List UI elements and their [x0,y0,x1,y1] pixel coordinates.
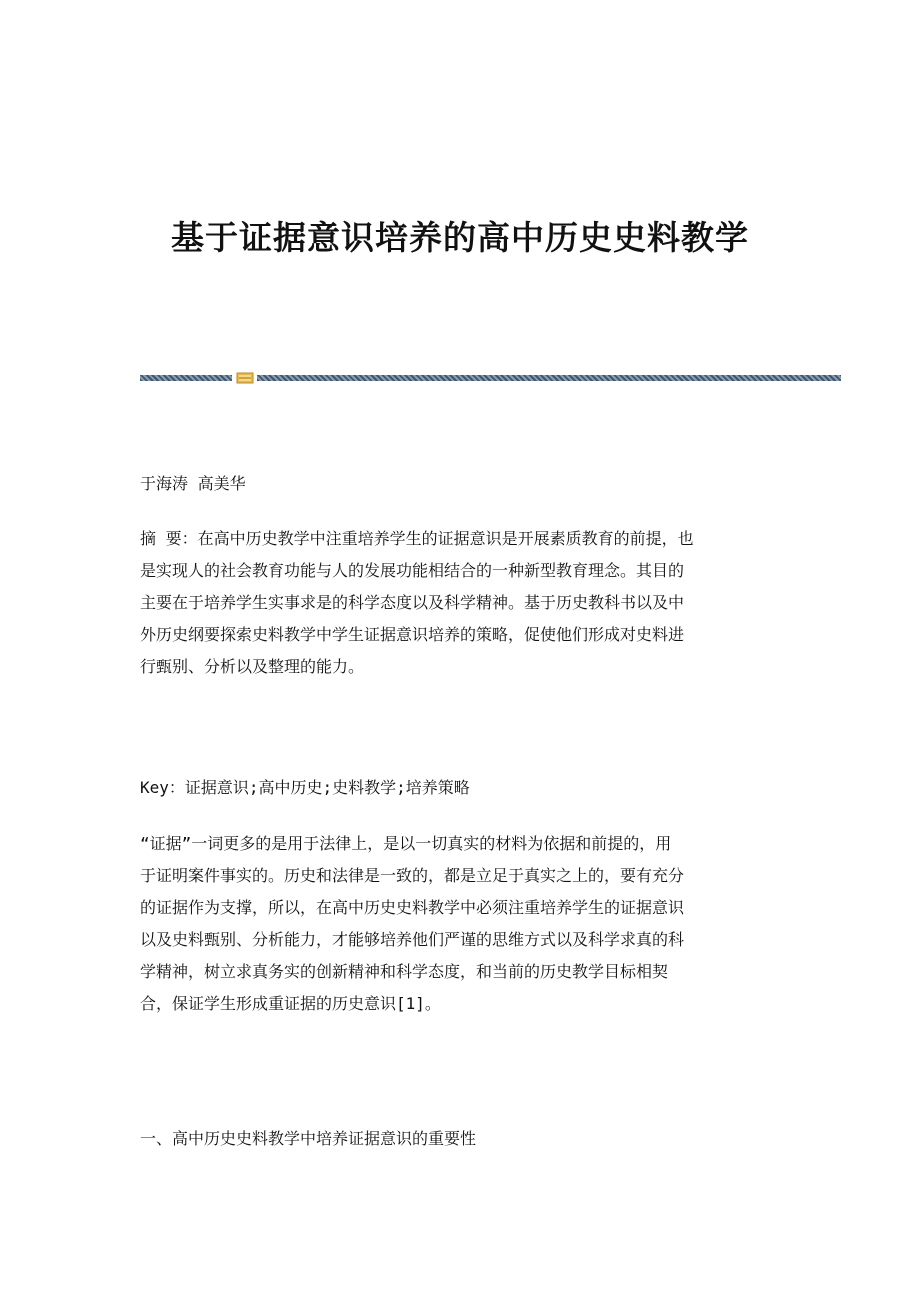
abstract-line: 主要在于培养学生实事求是的科学态度以及科学精神。基于历史教科书以及中 [140,593,685,612]
abstract [140,523,785,683]
body-paragraph [140,828,785,1020]
body-line: 的证据作为支撑，所以，在高中历史史料教学中必须注重培养学生的证据意识 [140,898,685,917]
body-line: 学精神，树立求真务实的创新精神和科学态度，和当前的历史教学目标相契 [140,962,669,981]
abstract-line: 摘 要：在高中历史教学中注重培养学生的证据意识是开展素质教育的前提，也 [140,529,694,548]
divider-bar-left [140,375,232,381]
authors: 于海涛 高美华 [140,474,246,493]
divider-bar-right [257,375,841,381]
body-line: “证据”一词更多的是用于法律上，是以一切真实的材料为依据和前提的，用 [140,834,672,853]
document-title: 基于证据意识培养的高中历史史料教学 [171,218,749,257]
abstract-line: 外历史纲要探索史料教学中学生证据意识培养的策略，促使他们形成对史料进 [140,625,685,644]
abstract-line: 是实现人的社会教育功能与人的发展功能相结合的一种新型教育理念。其目的 [140,561,685,580]
body-line: 合，保证学生形成重证据的历史意识[1]。 [140,994,441,1013]
title-divider [140,372,841,384]
body-line: 于证明案件事实的。历史和法律是一致的，都是立足于真实之上的，要有充分 [140,866,685,885]
abstract-line: 行甄别、分析以及整理的能力。 [140,657,365,676]
section-heading: 一、高中历史史料教学中培养证据意识的重要性 [140,1129,477,1148]
divider-ornament-icon [236,372,254,384]
body-line: 以及史料甄别、分析能力，才能够培养他们严谨的思维方式以及科学求真的科 [140,930,685,949]
keywords: Key：证据意识;高中历史;史料教学;培养策略 [140,778,470,797]
